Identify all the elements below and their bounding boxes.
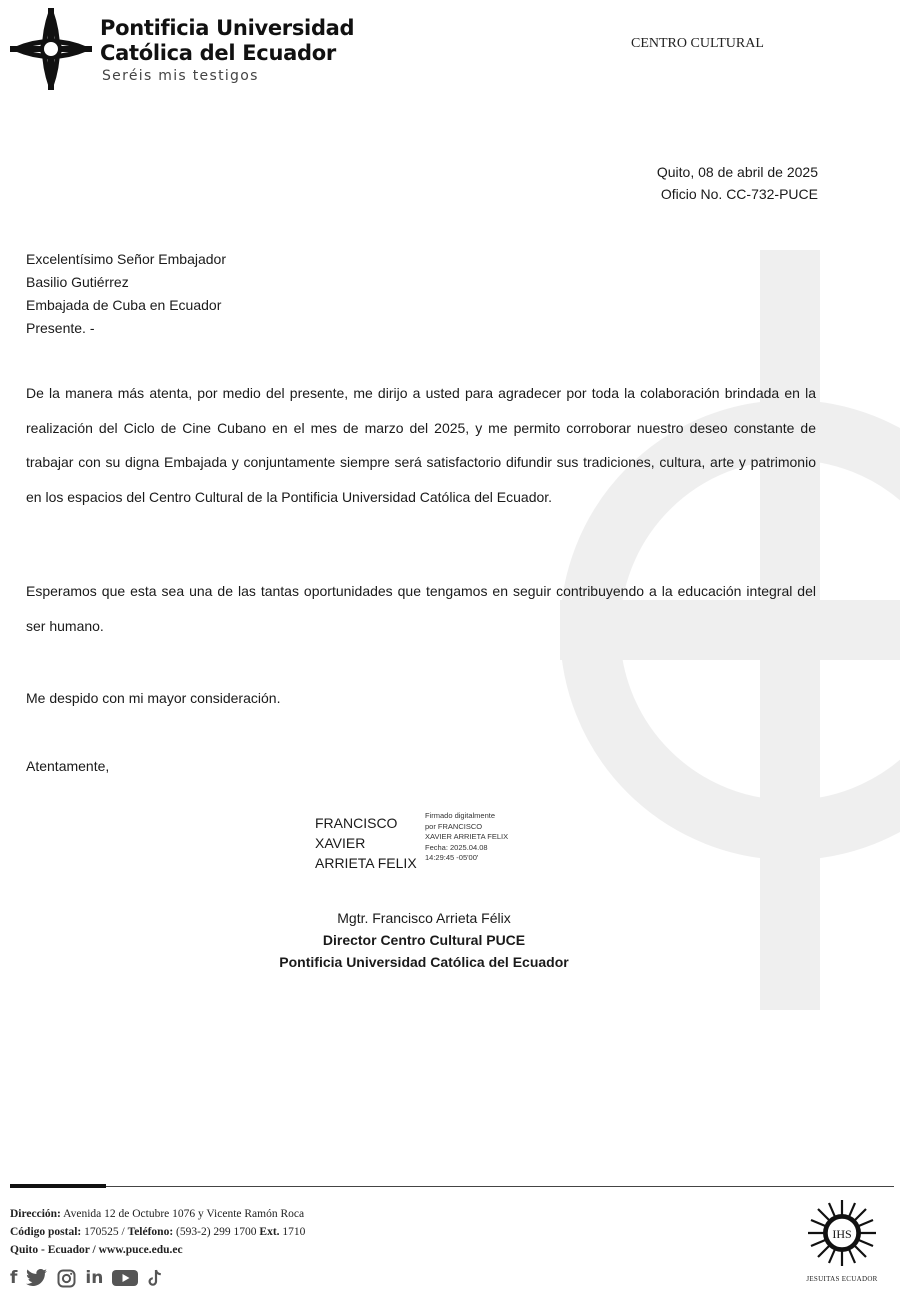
signature-name [315,813,417,873]
phone-value: (593-2) 299 1700 [176,1226,257,1238]
jesuit-sunburst-icon [806,1198,878,1268]
signer-block [0,907,848,973]
linkedin-icon[interactable]: in [85,1268,104,1288]
twitter-icon[interactable] [26,1269,48,1287]
signature-name-line: ARRIETA FELIX [315,855,417,871]
address-label: Dirección: [10,1208,61,1220]
letter-date: Quito, 08 de abril de 2025 [656,164,818,180]
social-icons [10,1268,163,1288]
closing-line: Me despido con mi mayor consideración. [26,690,281,706]
recipient-presente: Presente. - [26,320,95,336]
footer-divider [10,1186,894,1187]
phone-label: Teléfono: [127,1226,174,1238]
signature-name-line: FRANCISCO [315,815,398,831]
footer-contact [10,1205,305,1259]
recipient-organization: Embajada de Cuba en Ecuador [26,297,222,313]
signer-title: Director Centro Cultural PUCE [322,932,526,948]
footer-city-web[interactable]: Quito - Ecuador / www.puce.edu.ec [10,1244,183,1256]
stamp-line: por FRANCISCO [425,821,483,831]
signer-institution: Pontificia Universidad Católica del Ecuador [279,954,569,970]
ext-label: Ext. [259,1226,280,1238]
regards-line: Atentamente, [26,758,110,774]
puce-cross-emblem [8,6,94,92]
signer-name: Mgtr. Francisco Arrieta Félix [337,910,511,926]
signature-name-line: XAVIER [315,835,366,851]
department-name: CENTRO CULTURAL [631,36,764,51]
recipient-name: Basilio Gutiérrez [26,274,129,290]
stamp-line: Firmado digitalmente [425,811,496,820]
footer-address [10,1205,305,1223]
tiktok-icon[interactable] [147,1269,163,1288]
instagram-icon[interactable] [57,1269,76,1288]
digital-signature-stamp [425,811,508,864]
ext-value: 1710 [282,1226,306,1238]
stamp-line: XAVIER ARRIETA FELIX [425,832,509,841]
institution-motto: Seréis mis testigos [102,68,259,84]
seal-caption: JESUITAS ECUADOR [806,1275,878,1283]
dateline [657,161,818,205]
address-value: Avenida 12 de Octubre 1076 y Vicente Ramón Roca [63,1208,305,1220]
institution-name-line2: Católica del Ecuador [100,41,336,65]
postal-label: Código postal: [10,1226,82,1238]
stamp-line: 14:29:45 -05'00' [425,853,479,862]
body-paragraph-1: De la manera más atenta, por medio del presente, me dirijo a usted para agradecer por toda la colaboración brindada en la realización del Ciclo de Cine Cubano en el mes de marzo del 2025, y me permito corroborar nuestro deseo constante de trabajar con su digna Embajada y conjuntamente siempre será satisfactorio difundir sus tradiciones, cultura, arte y patrimonio en los espacios del Centro Cultural de la Pontificia Universidad Católica del Ecuador. [26,385,816,505]
university-logo [8,6,354,92]
footer-postal-phone: Código postal: 170525 / Teléfono: (593-2) 299 1700 Ext. 1710 [10,1226,306,1238]
youtube-icon[interactable] [112,1269,138,1287]
letter-reference: Oficio No. CC-732-PUCE [660,186,818,202]
facebook-icon[interactable]: f [10,1268,18,1288]
jesuit-seal [802,1198,882,1283]
postal-value: 170525 [84,1226,119,1238]
recipient-salutation: Excelentísimo Señor Embajador [26,251,226,267]
body-paragraph-2: Esperamos que esta sea una de las tantas oportunidades que tengamos en seguir contribuyendo a la educación integral del ser humano. [26,583,816,634]
institution-name-line1: Pontificia Universidad [100,16,355,40]
recipient-block [26,248,226,340]
stamp-line: Fecha: 2025.04.08 [425,842,488,852]
footer-divider-accent [10,1184,106,1188]
svg-text:IHS: IHS [832,1227,852,1241]
